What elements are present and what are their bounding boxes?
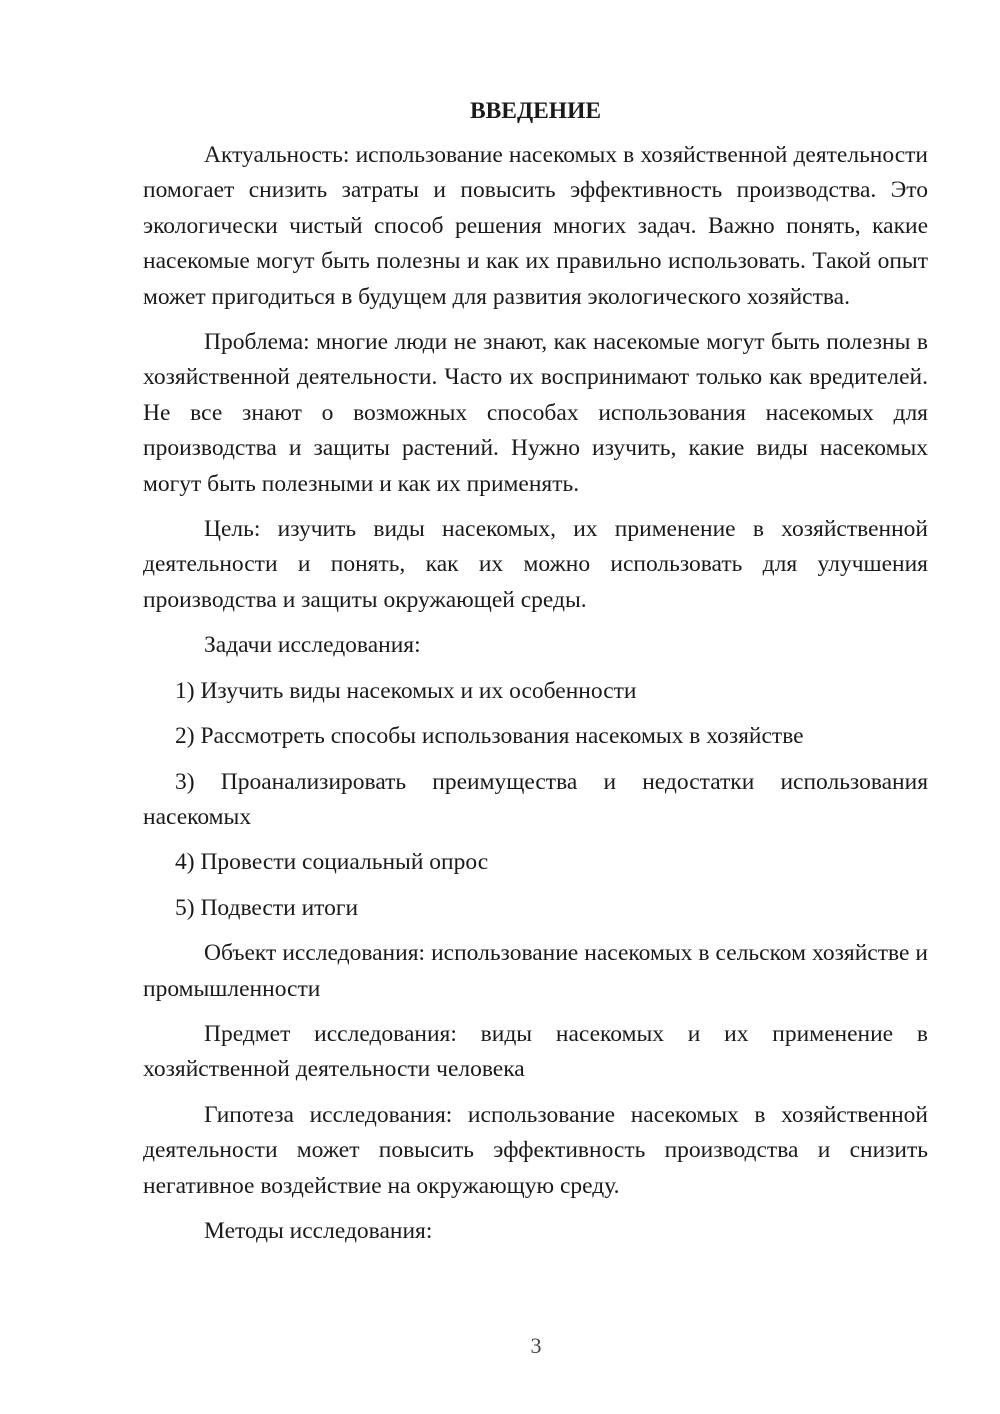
problem-paragraph: Проблема: многие люди не знают, как насекомые могут быть полезны в хозяйственной деятельности. Часто их воспринимают только как вредителей. Не все знают о возможных способах использования насекомых для производства и защиты растений. Нужно изучить, какие виды насекомых могут быть полезными и как их применять.: [143, 329, 928, 497]
task-item-4: 4) Провести социальный опрос: [175, 849, 489, 876]
task-item-3: 3) Проанализировать преимущества и недостатки использования насекомых: [143, 768, 928, 830]
methods-heading: Методы исследования:: [204, 1217, 433, 1244]
subject-paragraph: Предмет исследования: виды насекомых и их применение в хозяйственной деятельности человека: [143, 1020, 928, 1083]
task-item-2: 2) Рассмотреть способы использования насекомых в хозяйстве: [175, 723, 804, 750]
tasks-heading: Задачи исследования:: [204, 632, 421, 659]
page-number: 3: [530, 1333, 542, 1358]
section-title: ВВЕДЕНИЕ: [469, 98, 602, 124]
page-content: [143, 94, 928, 1259]
task-item-1: 1) Изучить виды насекомых и их особенности: [175, 677, 637, 704]
goal-paragraph: Цель: изучить виды насекомых, их применение в хозяйственной деятельности и понять, как их можно использовать для улучшения производства и защиты окружающей среды.: [143, 516, 928, 613]
task-item-5: 5) Подвести итоги: [175, 894, 359, 921]
object-paragraph: Объект исследования: использование насекомых в сельском хозяйстве и промышленности: [143, 940, 928, 1002]
relevance-paragraph: Актуальность: использование насекомых в хозяйственной деятельности помогает снизить затраты и повысить эффективность производства. Это экологически чистый способ решения многих задач. Важно понять, какие насекомые могут быть полезны и как их правильно использовать. Такой опыт может пригодиться в будущем для развития экологического хозяйства.: [143, 142, 928, 310]
hypothesis-paragraph: Гипотеза исследования: использование насекомых в хозяйственной деятельности может повысить эффективность производства и снизить негативное воздействие на окружающую среду.: [143, 1101, 928, 1199]
